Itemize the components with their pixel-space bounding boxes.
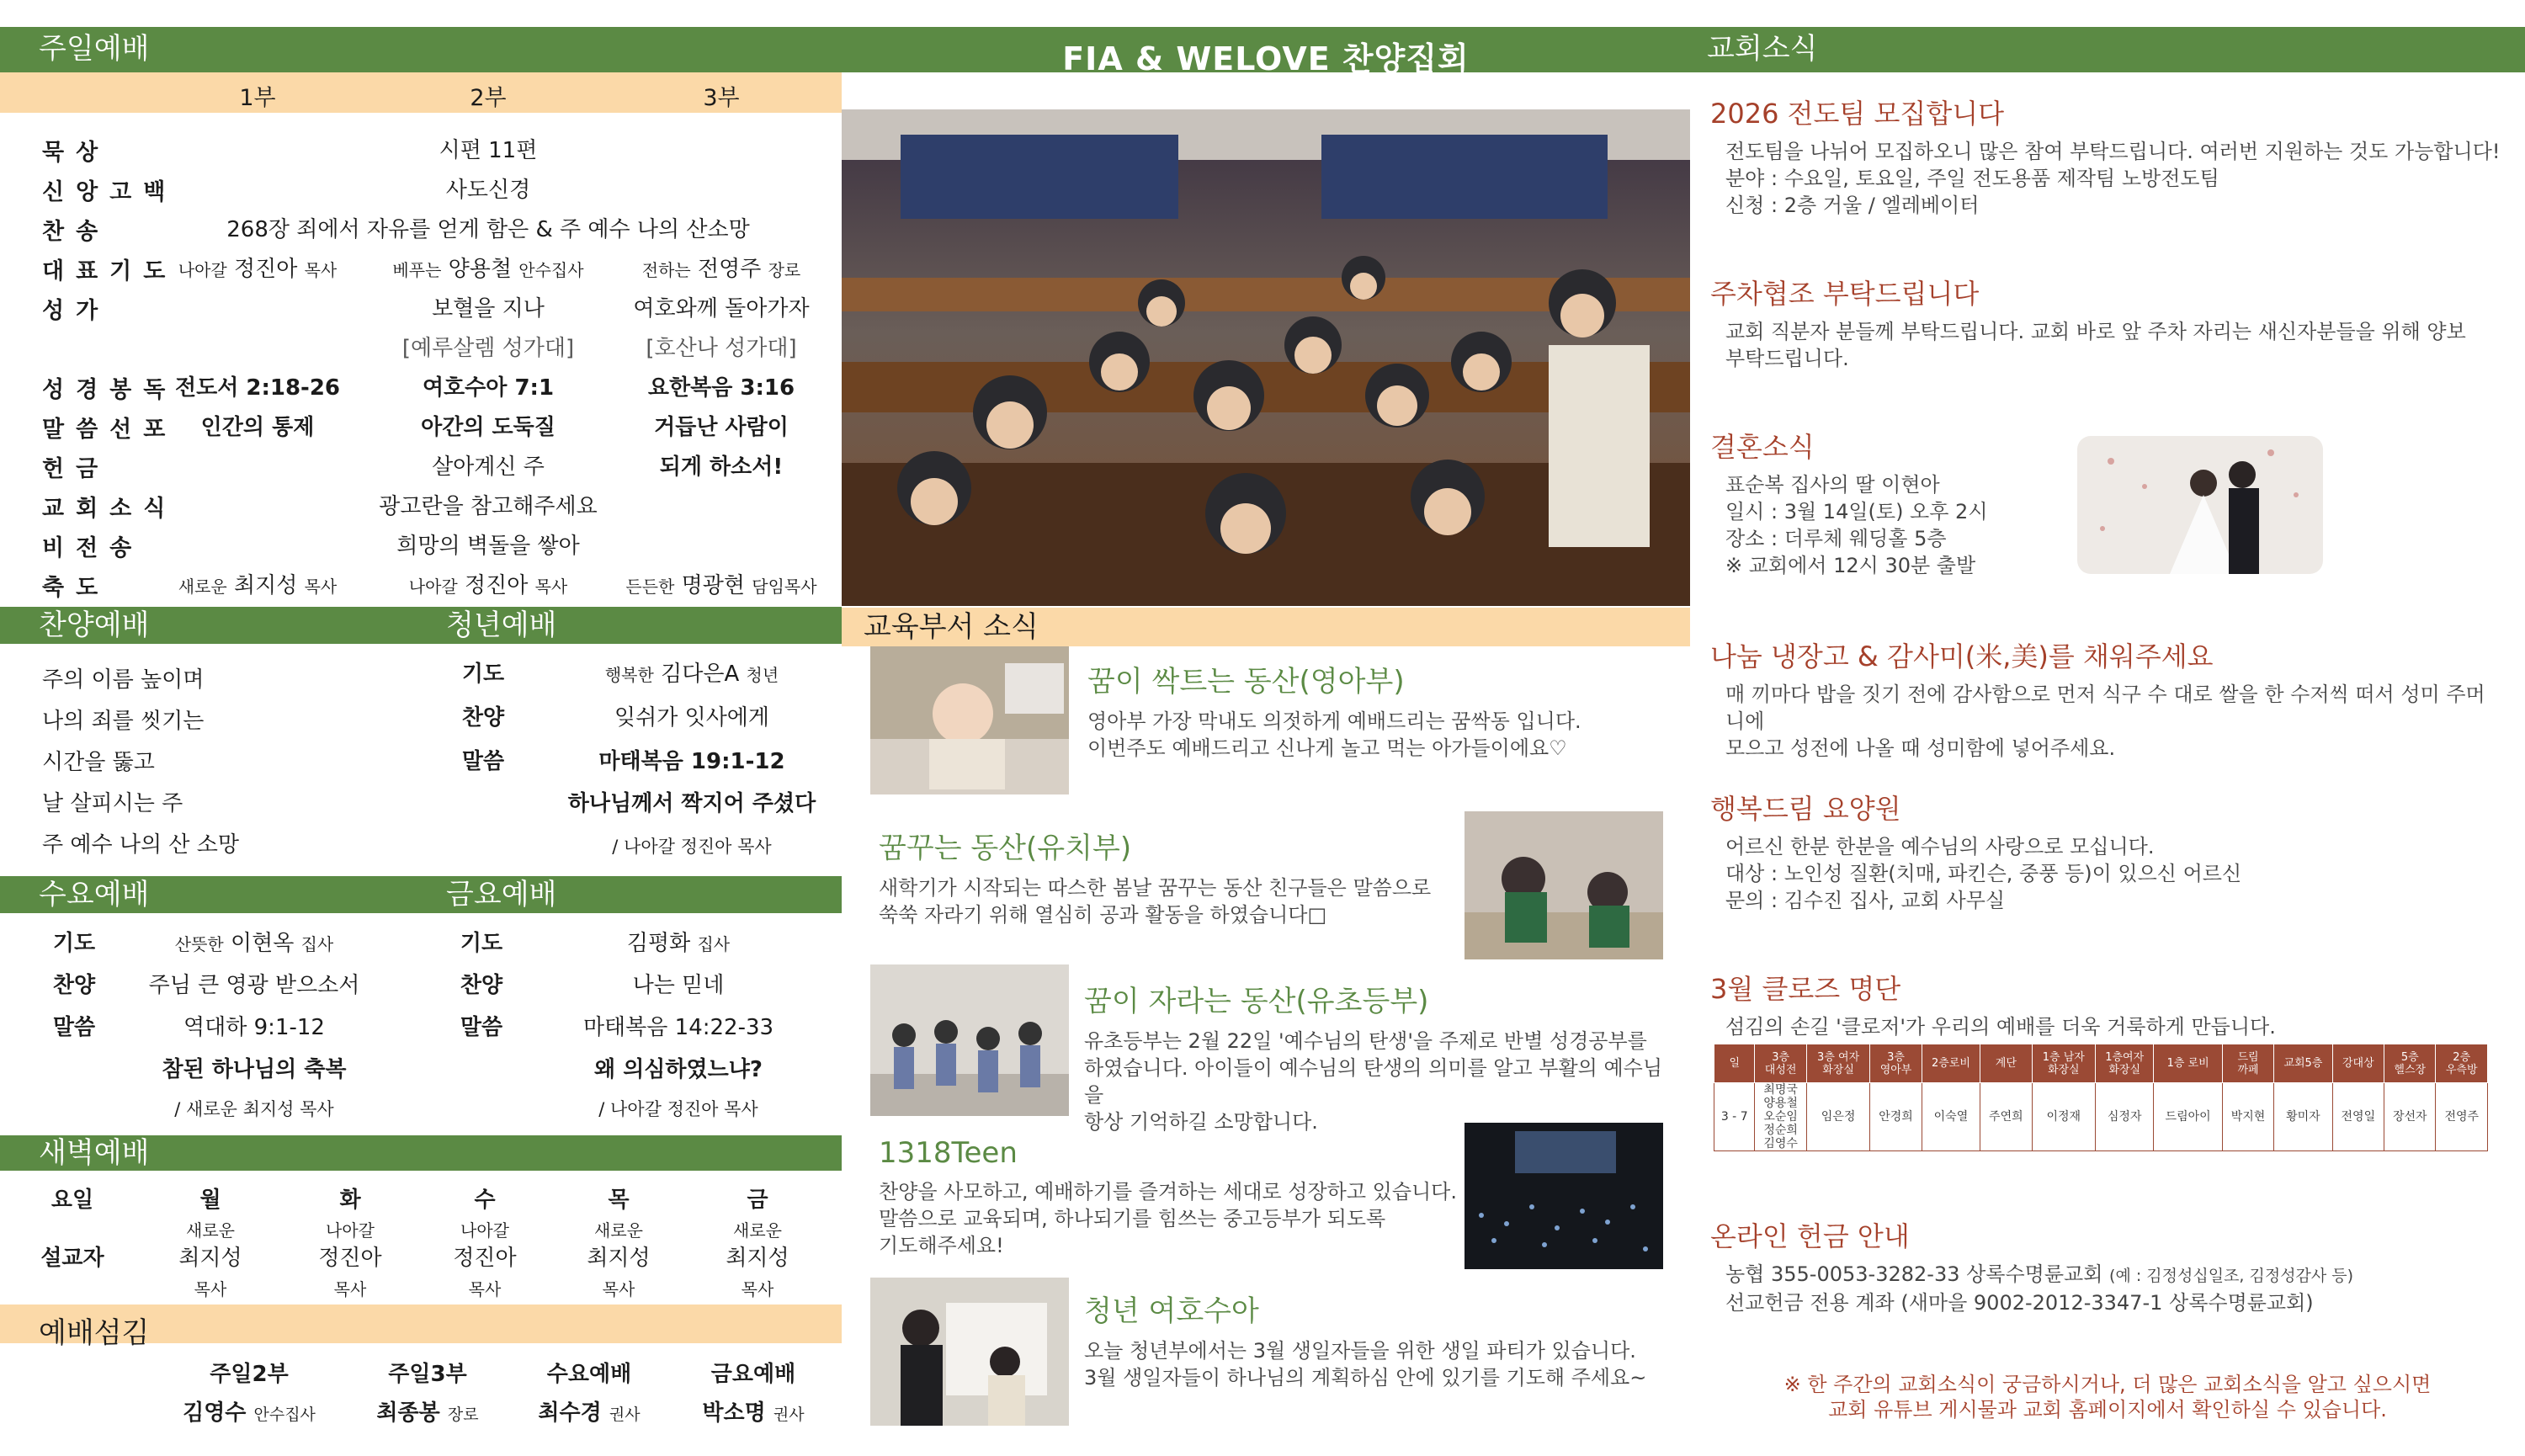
closer-cell: 3 - 7 [1714,1083,1755,1151]
wedding-photo [2077,436,2323,574]
news-line: 선교헌금 전용 계좌 (새마을 9002-2012-3347-1 상록수명륜교회) [1725,1291,2314,1315]
youth-verse: 마태복음 19:1-12 [598,749,785,774]
infant-photo [870,646,1069,794]
news-item-body [1710,138,2501,219]
youth-prayer: 행복한 김다은A 청년 [604,662,779,687]
sunday-row [0,205,842,244]
closer-cell: 드림아이 [2154,1083,2222,1151]
row-span: 시편 11편 [439,138,538,163]
row-span: 사도신경 [445,178,531,203]
news-line: 섬김의 손길 '클로저'가 우리의 예배를 더욱 거룩하게 만듭니다. [1725,1015,2276,1039]
row-span: 268장 죄에서 자유를 얻게 함은 & 주 예수 나의 산소망 [226,217,750,242]
edu-item-body [879,1178,1468,1259]
row-cell: [호산나 성가대] [646,336,797,361]
fri-prayer: 김평화 집사 [626,931,731,956]
news-line: 농협 355-0053-3282-33 상록수명륜교회 [1725,1262,2103,1286]
closer-header: 2층 우측방 [2436,1044,2488,1083]
news-item-body [1710,833,2501,914]
news-line: 부탁드립니다. [1725,347,1849,370]
news-line: 전도팀을 나뉘어 모집하오니 많은 참여 부탁드립니다. 여러번 지원하는 것도 가능합니다! [1725,140,2501,163]
row-person [178,252,338,283]
dawn-header [0,1135,842,1171]
news-line: 일시 : 3월 14일(토) 오후 2시 [1725,500,1988,523]
edu-item-title: 꿈이 자라는 동산(유초등부) [1084,985,1429,1018]
banner [842,27,1690,77]
edu-item-body [879,874,1468,928]
dawn-name: 최지성 [587,1246,651,1271]
row-person [178,568,338,599]
wed-prayer: 산뜻한 이현옥 집사 [174,931,334,956]
news-item-title: 온라인 헌금 안내 [1710,1220,1910,1252]
praise-song: 주의 이름 높이며 [42,667,205,693]
dawn-day: 화 [339,1188,361,1213]
dawn-day: 금 [747,1188,768,1213]
youth-hymn-label: 찬양 [461,705,505,731]
news-item-title: 주차협조 부탁드립니다 [1710,278,1980,310]
row-cell: 여호와께 돌아가자 [633,296,810,321]
fri-hymn: 나는 믿네 [632,973,725,998]
row-person [642,252,801,283]
news-item-title: 행복드림 요양원 [1710,793,1901,825]
fri-preacher: / 나아갈 정진아 목사 [598,1099,758,1119]
edu-line: 유초등부는 2월 22일 '예수님의 탄생'을 주제로 반별 성경공부를 [1084,1029,1647,1053]
news-line: (예 : 김정성십일조, 김정성감사 등) [2109,1267,2354,1285]
wed-verse: 역대하 9:1-12 [183,1015,325,1040]
ushers-header [0,1305,842,1350]
wed-sermon: 참된 하나님의 축복 [162,1057,347,1082]
news-item [1710,968,2501,1040]
row-label: 헌금 [42,456,110,482]
dawn-name: 최지성 [178,1246,242,1271]
banner-title: FIA & WELOVE 찬양집회 [1062,40,1470,77]
news-line: ※ 교회에서 12시 30분 출발 [1725,554,1976,577]
fri-prayer-label: 기도 [460,931,503,956]
news-line: 모으고 성전에 나올 때 성미함에 넣어주세요. [1725,736,2116,760]
dawn-name: 정진아 [453,1246,517,1271]
news-item [1710,273,2501,372]
sunday-row [0,166,842,205]
edu-item [1084,1288,1673,1391]
sunday-row [0,324,842,363]
closer-cell: 주연희 [1980,1083,2032,1151]
person-role: 장로 [768,260,801,280]
edu-item-body [1087,708,1677,762]
wed-preacher: / 새로운 최지성 목사 [174,1099,334,1119]
person-role: 목사 [304,260,338,280]
closer-header: 1층 남자 화장실 [2032,1044,2095,1083]
person-name: 정진아 [233,257,298,282]
row-label: 성경봉독 [42,377,178,403]
news-line: 매 끼마다 밥을 짓기 전에 감사함으로 먼저 식구 수 대로 쌀을 한 수저씩 떠서 성미 주머니에 [1725,683,2485,733]
dawn-title: 새벽예배 [39,1136,150,1170]
usher-role: 안수집사 [253,1406,316,1424]
person-role: 담임목사 [752,577,817,597]
edu-item [1084,978,1673,1135]
edu-line: 영아부 가장 막내도 의젓하게 예배드리는 꿈싹동 입니다. [1087,709,1581,733]
usher-person [702,1395,804,1427]
edu-line: 새학기가 시작되는 따스한 봄날 꿈꾸는 동산 친구들은 말씀으로 [879,876,1432,900]
news-header [1690,27,2525,72]
praise-song: 날 살피시는 주 [42,791,183,816]
closers-table-wrap [1714,1044,2488,1151]
edu-line: 기도해주세요! [879,1234,1004,1257]
dawn-prefix: 새로운 [186,1220,235,1241]
edu-line: 말씀으로 교육되며, 하나되기를 힘쓰는 중고등부가 되도록 [879,1207,1386,1230]
sunday-row [0,482,842,521]
dawn-role: 목사 [602,1279,635,1299]
usher-role: 장로 [447,1406,479,1424]
usher-service: 금요예배 [710,1362,796,1387]
sunday-row [0,245,842,284]
person-prefix: 나아갈 [178,260,227,280]
usher-service: 주일2부 [210,1362,289,1387]
row-cell: 되게 하소서! [659,454,784,480]
news-line: 교회 직분자 분들께 부탁드립니다. 교회 바로 앞 주차 자리는 새신자분들을 위해 양보 [1725,320,2466,343]
news-item [1710,635,2501,762]
dawn-prefix: 새로운 [594,1220,643,1241]
praise-song: 시간을 뚫고 [42,750,155,775]
dawn-day: 목 [608,1188,630,1213]
usher-service: 주일3부 [388,1362,467,1387]
closer-header: 5층 헬스장 [2384,1044,2436,1083]
edu-line: 오늘 청년부에서는 3월 생일자들을 위한 생일 파티가 있습니다. [1084,1339,1636,1363]
closer-cell: 안경희 [1870,1083,1922,1151]
person-prefix: 새로운 [178,577,227,597]
dawn-name: 정진아 [318,1246,382,1271]
dawn-role: 목사 [194,1279,227,1299]
person-name: 전영주 [697,257,762,282]
edu-line: 항상 기억하길 소망합니다. [1084,1110,1318,1134]
row-cell: 보혈을 지나 [432,296,545,321]
closer-cell: 장선자 [2384,1083,2436,1151]
row-cell: 살아계신 주 [432,454,545,480]
friday-title: 금요예배 [446,878,557,911]
row-label: 대표기도 [42,258,178,284]
edu-item-title: 꿈꾸는 동산(유치부) [879,832,1132,865]
dawn-role: 목사 [333,1279,367,1299]
person-role: 목사 [534,577,568,597]
fri-sermon: 왜 의심하였느냐? [594,1057,763,1082]
closer-cell: 박지현 [2222,1083,2273,1151]
usher-role: 권사 [609,1406,641,1424]
dawn-day-label: 요일 [50,1188,94,1213]
row-label: 찬송 [42,219,110,245]
sunday-title: 주일예배 [39,32,150,66]
closers-table [1714,1044,2488,1151]
edu-item [879,1136,1468,1259]
closer-header: 1층여자 화장실 [2096,1044,2154,1083]
col-1: 1부 [239,85,276,111]
wed-prayer-label: 기도 [52,931,96,956]
youth-hymn: 잊쉬가 잇사에게 [614,705,770,731]
row-cell: 요한복음 3:16 [647,375,795,401]
sunday-columns [0,72,842,113]
edu-line: 하였습니다. 아이들이 예수님의 탄생의 의미를 알고 부활의 예수님을 [1084,1056,1662,1107]
edu-line: 3월 생일자들이 하나님의 계획하심 안에 있기를 기도해 주세요~ [1084,1366,1647,1390]
edu-item [879,825,1468,928]
row-span: 희망의 벽돌을 쌓아 [396,534,580,559]
row-cell: 아간의 도둑질 [421,415,556,440]
sunday-row [0,284,842,323]
usher-name: 최종봉 [376,1400,440,1426]
news-item-title: 3월 클로즈 명단 [1710,973,1901,1005]
sunday-row [0,403,842,442]
praise-youth-header [0,607,842,644]
row-cell: [예루살렘 성가대] [401,336,575,361]
news-line: 어르신 한분 한분을 예수님의 사랑으로 모십니다. [1725,835,2155,858]
edu-item-title: 1318Teen [879,1136,1018,1170]
footer-line: ※ 한 주간의 교회소식이 궁금하시거나, 더 많은 교회소식을 알고 싶으시면 [1783,1373,2432,1396]
praise-song: 나의 죄를 씻기는 [42,709,205,734]
usher-name: 최수경 [538,1400,602,1426]
dawn-role: 목사 [468,1279,502,1299]
usher-person [376,1395,478,1427]
person-name: 최지성 [233,573,298,598]
wed-fri-header [0,876,842,913]
closer-cell: 황미자 [2274,1083,2332,1151]
closer-cell: 전영주 [2436,1083,2488,1151]
sunday-header [0,27,842,72]
news-item-title: 2026 전도팀 모집합니다 [1710,98,2005,130]
closer-header: 강대상 [2332,1044,2384,1083]
usher-person [183,1395,316,1427]
usher-role: 권사 [773,1406,805,1424]
wednesday-title: 수요예배 [39,878,150,911]
col-3: 3부 [703,85,740,111]
wed-hymn-label: 찬양 [52,973,96,998]
sunday-row [0,522,842,561]
closer-cell: 최명국 양용철 오순임 정순희 김영수 [1755,1083,1806,1151]
usher-person [538,1395,640,1427]
news-item [1710,788,2501,914]
row-label: 비전송 [42,535,144,561]
closer-header: 1층 로비 [2154,1044,2222,1083]
youth-prayer-label: 기도 [461,662,505,687]
row-label: 말씀선포 [42,417,178,443]
row-cell: 전도서 2:18-26 [174,375,341,401]
person-name: 정진아 [464,573,529,598]
row-span: 광고란을 참고해주세요 [379,494,598,519]
youth-title: 청년예배 [446,608,557,642]
person-prefix: 전하는 [641,260,691,280]
teen-concert-photo [1464,1123,1663,1269]
dawn-prefix: 나아갈 [460,1220,509,1241]
col-2: 2부 [470,85,507,111]
closer-header: 교회5층 [2274,1044,2332,1083]
person-name: 양용철 [448,257,513,282]
edu-item-title: 꿈이 싹트는 동산(영아부) [1087,665,1405,699]
person-role: 안수집사 [518,260,584,280]
row-label: 성가 [42,298,110,324]
kindergarten-photo [1464,811,1663,959]
edu-line: 이번주도 예배드리고 신나게 놀고 먹는 아가들이에요♡ [1087,736,1567,760]
closer-cell: 임은정 [1806,1083,1869,1151]
closer-header: 2층로비 [1922,1044,1980,1083]
edu-item-body [1084,1337,1673,1391]
closer-header: 3층 여자 화장실 [1806,1044,1869,1083]
row-person [392,252,583,283]
row-person [409,568,568,599]
dawn-day: 수 [474,1188,496,1213]
person-prefix: 나아갈 [408,577,458,597]
news-line [1725,1261,2501,1289]
news-item-title: 나눔 냉장고 & 감사미(米,美)를 채워주세요 [1710,640,2214,672]
closer-header: 드림 까페 [2222,1044,2273,1083]
sunday-row [0,561,842,600]
news-line: 분야 : 수요일, 토요일, 주일 전도용품 제작팀 노방전도팀 [1725,167,2219,190]
footer-line: 교회 유튜브 게시물과 교회 홈페이지에서 확인하실 수 있습니다. [1828,1398,2387,1421]
edu-line: 찬양을 사모하고, 예배하기를 즐겨하는 세대로 성장하고 있습니다. [879,1180,1457,1204]
sunday-row [0,364,842,402]
edu-item-title: 청년 여호수아 [1084,1294,1259,1328]
closer-cell: 이숙열 [1922,1083,1980,1151]
usher-name: 박소명 [702,1400,766,1426]
person-prefix: 베푸는 [392,260,442,280]
dawn-prefix: 나아갈 [326,1220,375,1241]
youth-sermon: 하나님께서 짝지어 주셨다 [567,791,816,816]
concert-photo [842,109,1690,606]
praise-song: 주 예수 나의 산 소망 [42,832,239,858]
fri-word-label: 말씀 [460,1015,503,1040]
wed-word-label: 말씀 [52,1015,96,1040]
dawn-day: 월 [199,1188,221,1213]
praise-title: 찬양예배 [39,608,150,642]
news-line: 문의 : 김수진 집사, 교회 사무실 [1725,889,2006,912]
closer-cell: 전영일 [2332,1083,2384,1151]
youth-birthday-photo [870,1278,1069,1426]
closer-header: 3층 영아부 [1870,1044,1922,1083]
row-label: 묵상 [42,140,110,166]
edu-item-body [1084,1028,1673,1135]
closer-cell: 이정재 [2032,1083,2095,1151]
wed-hymn: 주님 큰 영광 받으소서 [148,973,360,998]
person-prefix: 든든한 [625,577,675,597]
edu-item [1087,658,1677,762]
sunday-row [0,126,842,165]
news-item-body [1710,318,2501,372]
row-person [625,568,816,599]
elementary-photo [870,964,1069,1116]
person-name: 명광현 [681,573,746,598]
ushers-title: 예배섬김 [39,1316,150,1350]
sunday-row [0,443,842,481]
news-item-body [1710,1261,2501,1316]
dawn-name: 최지성 [726,1246,789,1271]
row-label: 교회소식 [42,496,178,522]
row-cell: 거듭난 사람이 [654,415,789,440]
row-label: 축도 [42,575,110,601]
news-item-body [1710,681,2501,762]
news-item [1710,93,2501,219]
dawn-speaker-label: 설교자 [40,1246,104,1271]
closer-header: 계단 [1980,1044,2032,1083]
news-line: 장소 : 더루체 웨딩홀 5층 [1725,527,1947,550]
row-label: 신앙고백 [42,179,178,205]
row-cell: 여호수아 7:1 [422,375,555,401]
education-header [842,608,1690,646]
usher-name: 김영수 [183,1400,247,1426]
row-cell: 인간의 통제 [200,415,315,440]
edu-line: 쑥쑥 자라기 위해 열심히 공과 활동을 하였습니다□ [879,903,1327,927]
person-role: 목사 [304,577,338,597]
education-title: 교육부서 소식 [864,610,1039,644]
closer-header: 일 [1714,1044,1755,1083]
youth-word-label: 말씀 [461,749,505,774]
news-item-body [1710,1013,2501,1040]
closer-cell: 심정자 [2096,1083,2154,1151]
fri-verse: 마태복음 14:22-33 [582,1015,774,1040]
fri-hymn-label: 찬양 [460,973,503,998]
news-line: 표순복 집사의 딸 이현아 [1725,473,1940,497]
usher-service: 수요예배 [546,1362,632,1387]
dawn-role: 목사 [741,1279,774,1299]
youth-preacher: / 나아갈 정진아 목사 [612,837,772,857]
dawn-prefix: 새로운 [733,1220,782,1241]
news-title: 교회소식 [1707,32,1818,66]
closer-header: 3층 대성전 [1755,1044,1806,1083]
news-item-title: 결혼소식 [1710,431,1815,463]
news-line: 신청 : 2층 거울 / 엘레베이터 [1725,194,1980,217]
news-item [1710,1215,2501,1316]
news-line: 대상 : 노인성 질환(치매, 파킨슨, 중풍 등)이 있으신 어르신 [1725,862,2242,885]
news-footer [1690,1372,2525,1422]
